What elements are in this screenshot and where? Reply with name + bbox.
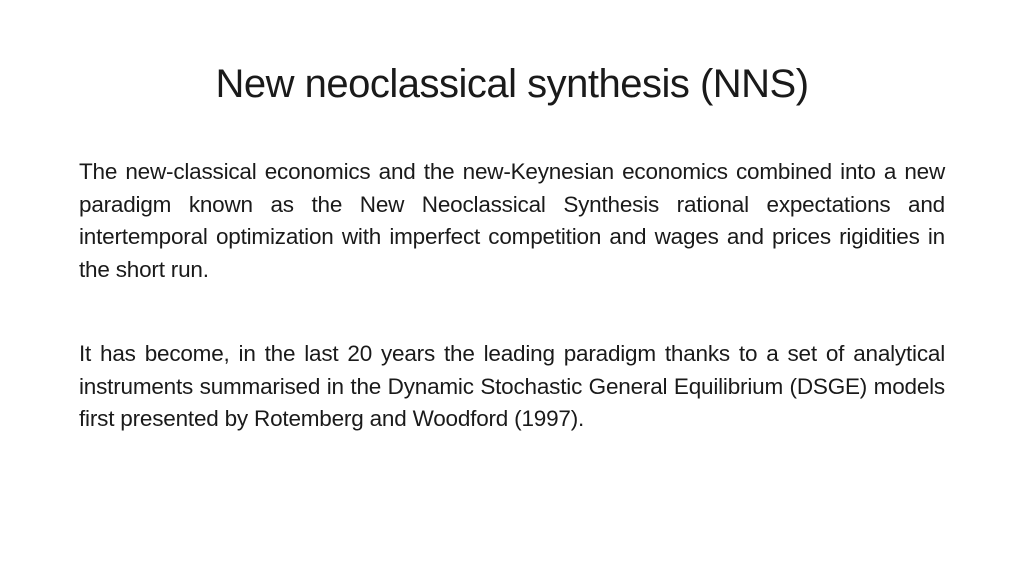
slide-title: New neoclassical synthesis (NNS) <box>215 62 809 106</box>
paragraph-nns-definition: The new-classical economics and the new-Keynesian economics combined into a new paradigm known as the New Neoclassical Synthesis rational expectations and intertemporal optimization with imperfect competition and wages and prices rigidities in the short run. <box>79 159 945 282</box>
slide-body <box>79 156 945 436</box>
paragraph-dsge-models: It has become, in the last 20 years the leading paradigm thanks to a set of analytical instruments summarised in the Dynamic Stochastic General Equilibrium (DSGE) models first presented by Rotemberg and Woodford (1997). <box>79 341 945 431</box>
